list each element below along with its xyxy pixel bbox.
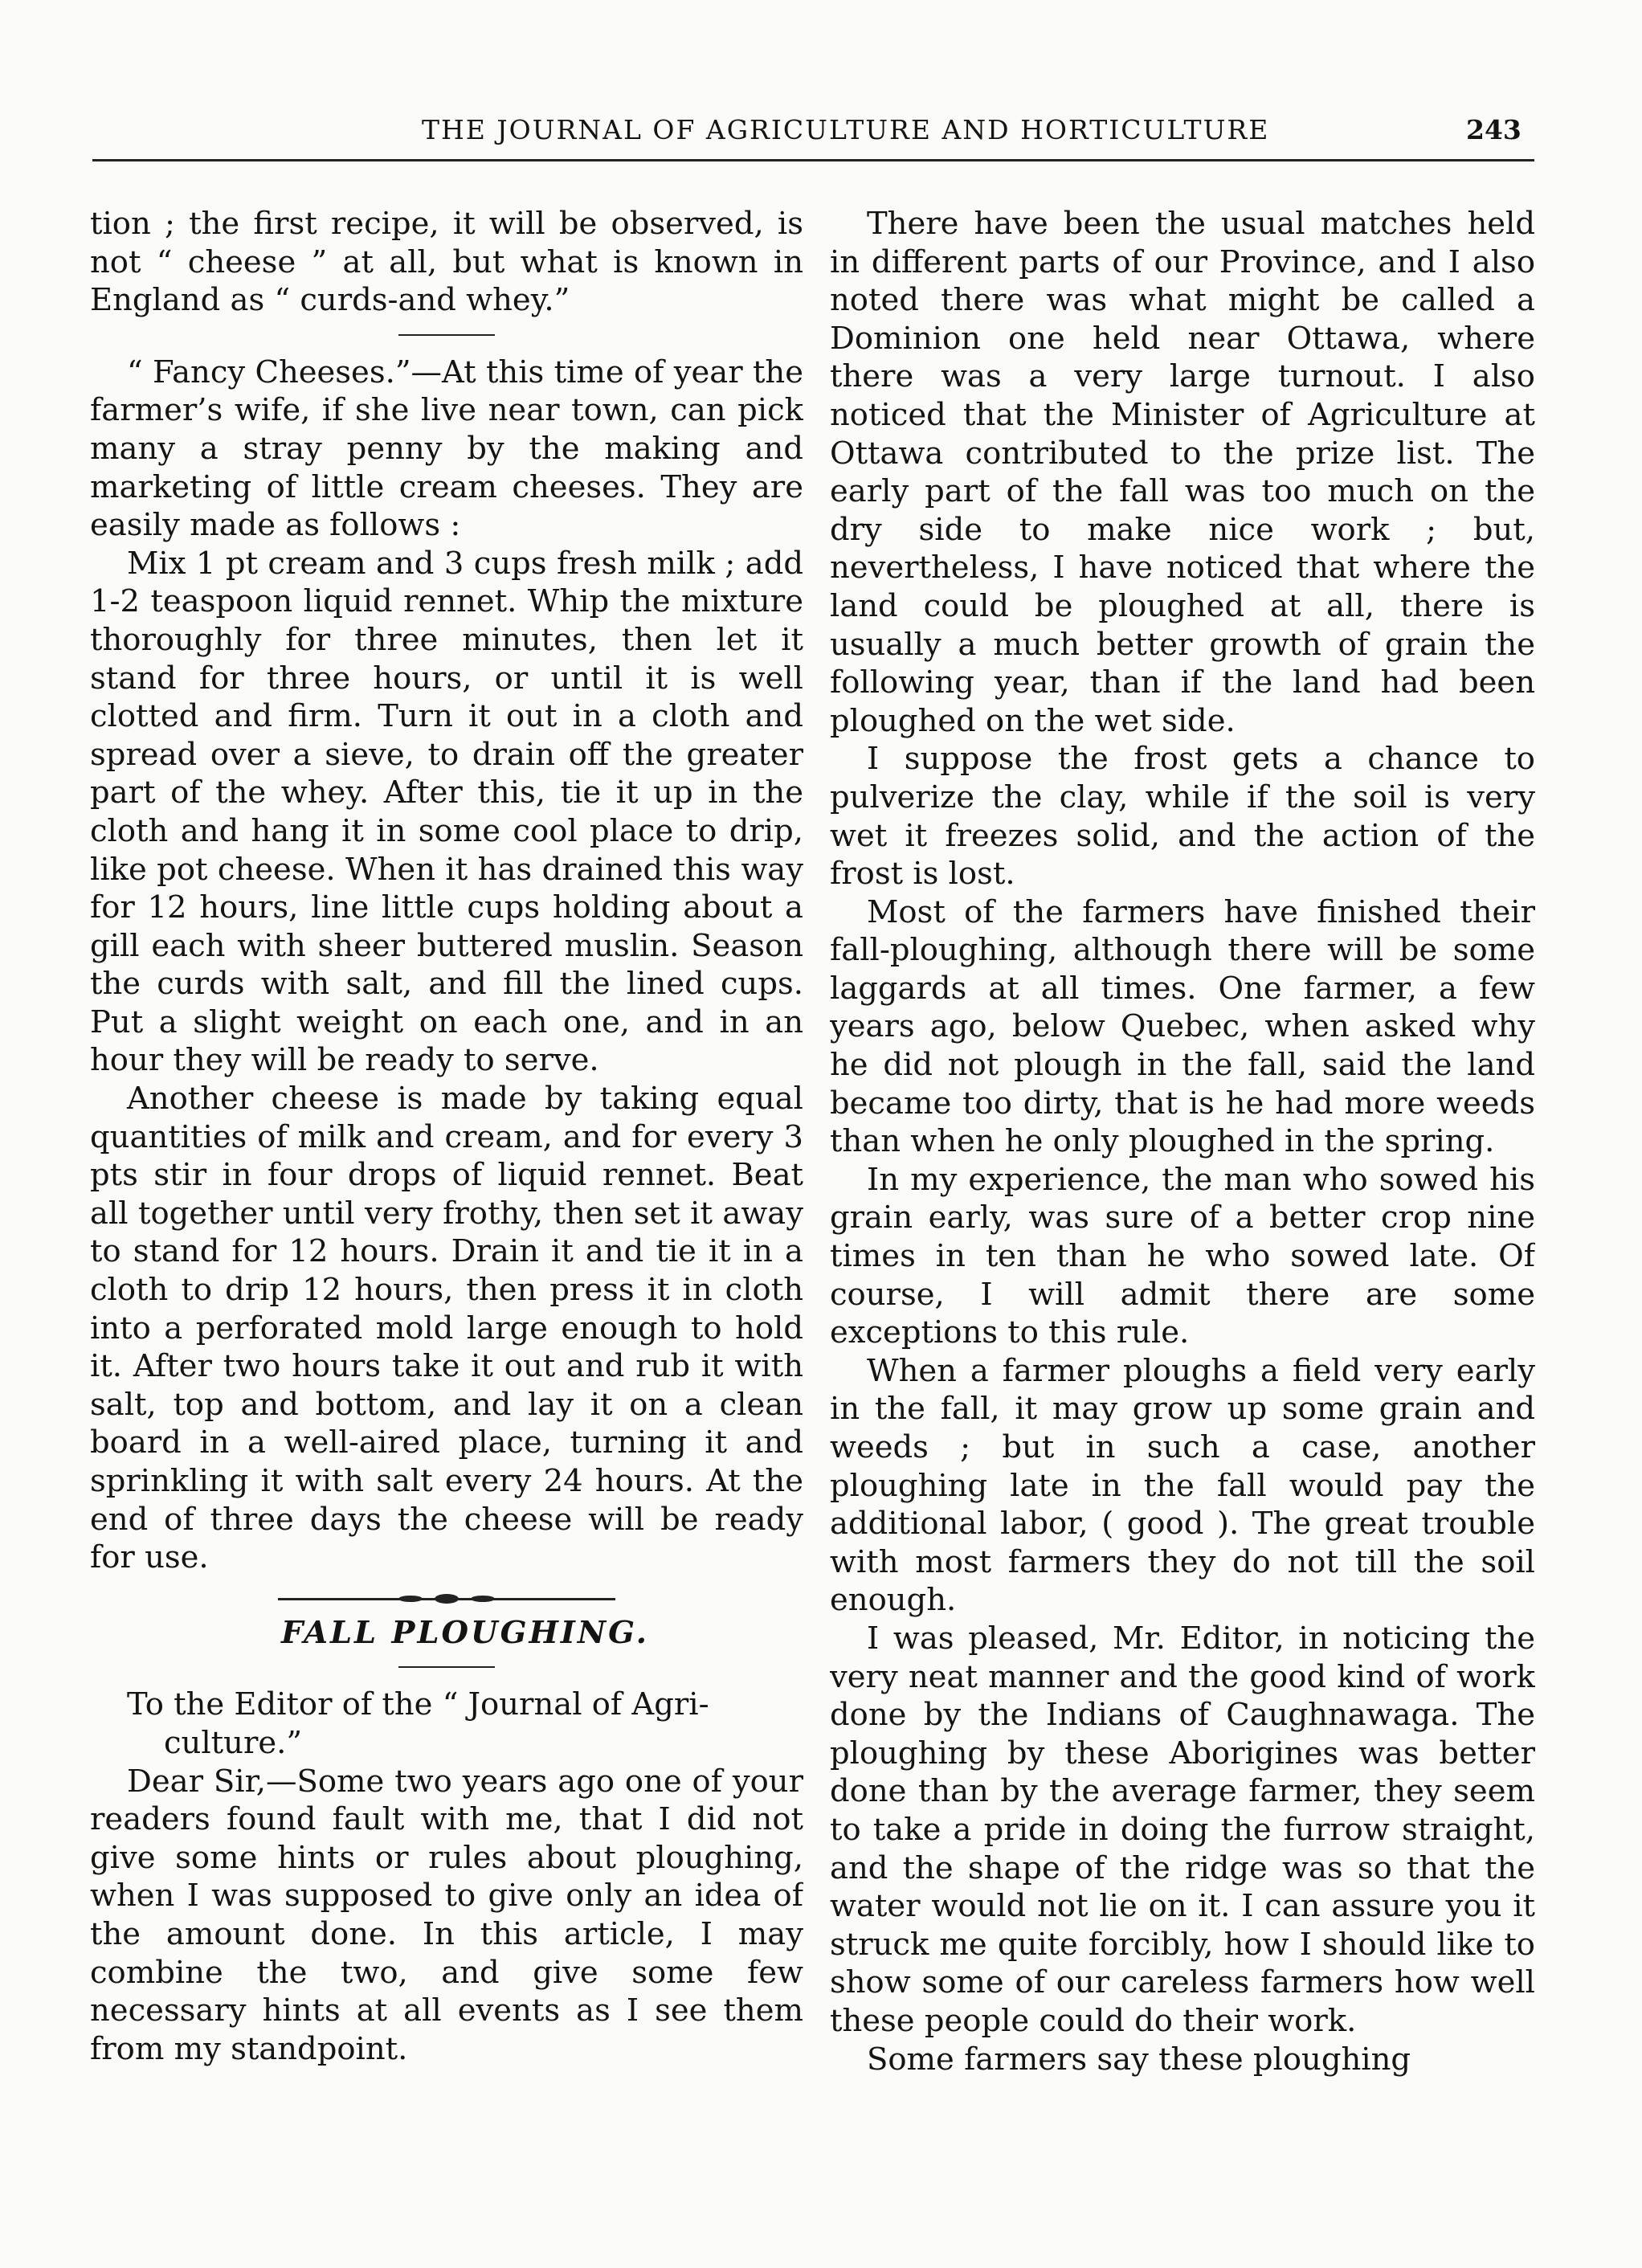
paragraph: Mix 1 pt cream and 3 cups fresh milk ; add 1-2 teaspoon liquid rennet. Whip the mixture thoroughly for three minutes, then let it stand for three hours, or until it is well clotted and firm. Turn it out in a cloth and spread over a sieve, to drain off the greater part of the whey. After this, tie it up in the cloth and hang it in some cool place to drip, like pot cheese. When it has drained this way for 12 hours, line little cups holding about a gill each with sheer buttered muslin. Season the curds with salt, and fill the lined cups. Put a slight weight on each one, and in an hour they will be ready to serve. (90, 545, 803, 1079)
right-column (830, 205, 1535, 2181)
running-title: THE JOURNAL OF AGRICULTURE AND HORTICULTURE (422, 114, 1270, 145)
paragraph: Most of the farmers have finished their fall-ploughing, although there will be some laggards at all times. One farmer, a few years ago, below Quebec, when asked why he did not plough in the fall, said the land became too dirty, that is he had more weeds than when he only ploughed in the spring. (830, 893, 1535, 1160)
paragraph: Some farmers say these ploughing (867, 2041, 1411, 2078)
paragraph: When a farmer ploughs a field very early in the fall, it may grow up some grain and weeds ; but in such a case, another ploughing late in the fall would pay the additional labor, ( good ). The great trouble with most farmers they do not till the soil enough. (830, 1352, 1535, 1619)
paragraph: Another cheese is made by taking equal quantities of milk and cream, and for every 3 pts stir in four drops of liquid rennet. Beat all together until very frothy, then set it away to stand for 12 hours. Drain it and tie it in a cloth to drip 12 hours, then press it in cloth into a perforated mold large enough to hold it. After two hours take it out and rub it with salt, top and bottom, and lay it on a clean board in a well-aired place, turning it and sprinkling it with salt every 24 hours. At the end of three days the cheese will be ready for use. (90, 1081, 803, 1576)
salutation-line: To the Editor of the “ Journal of Agri- (127, 1686, 709, 1723)
ornamental-divider (278, 1593, 615, 1604)
paragraph: There have been the usual matches held in different parts of our Province, and I also noted there was what might be called a Dominion one held near Ottawa, where there was a very large turnout. I also noticed that the Minister of Agriculture at Ottawa contributed to the prize list. The early part of the fall was too much on the dry side to make nice work ; but, nevertheless, I have noticed that where the land could be ploughed at all, there is usually a much better growth of grain the following year, than if the land had been ploughed on the wet side. (830, 206, 1535, 739)
section-divider (398, 334, 495, 336)
page-number: 243 (1466, 114, 1522, 145)
left-column (90, 205, 803, 2181)
page-header (92, 114, 1538, 154)
salutation (90, 1686, 803, 1762)
paragraph: Dear Sir,—Some two years ago one of your readers found fault with me, that I did not give some hints or rules about ploughing, when I was supposed to give only an idea of the amount done. In this article, I may combine the two, and give some few necessary hints at all events as I see them from my standpoint. (90, 1763, 803, 2067)
header-rule (92, 159, 1534, 161)
salutation-line: culture.” (164, 1724, 303, 1761)
paragraph: In my experience, the man who sowed his grain early, was sure of a better crop nine times in ten than he who sowed late. Of course, I will admit there are some exceptions to this rule. (830, 1161, 1535, 1351)
section-title: FALL PLOUGHING. (281, 1614, 649, 1651)
paragraph: tion ; the first recipe, it will be observed, is not “ cheese ” at all, but what is known in England as “ curds-and whey.” (90, 206, 803, 319)
paragraph: I was pleased, Mr. Editor, in noticing the very neat manner and the good kind of work done by the Indians of Caughnawaga. The ploughing by these Aborigines was better done than by the average farmer, they seem to take a pride in doing the furrow straight, and the shape of the ridge was so that the water would not lie on it. I can assure you it struck me quite forcibly, how I should like to show some of our careless farmers how well these people could do their work. (830, 1620, 1535, 2039)
paragraph: “ Fancy Cheeses.”—At this time of year the farmer’s wife, if she live near town, can pick many a stray penny by the making and marketing of little cream cheeses. They are easily made as follows : (90, 353, 803, 544)
title-underline (398, 1666, 495, 1668)
paragraph: I suppose the frost gets a chance to pulverize the clay, while if the soil is very wet it freezes solid, and the action of the frost is lost. (830, 741, 1535, 893)
